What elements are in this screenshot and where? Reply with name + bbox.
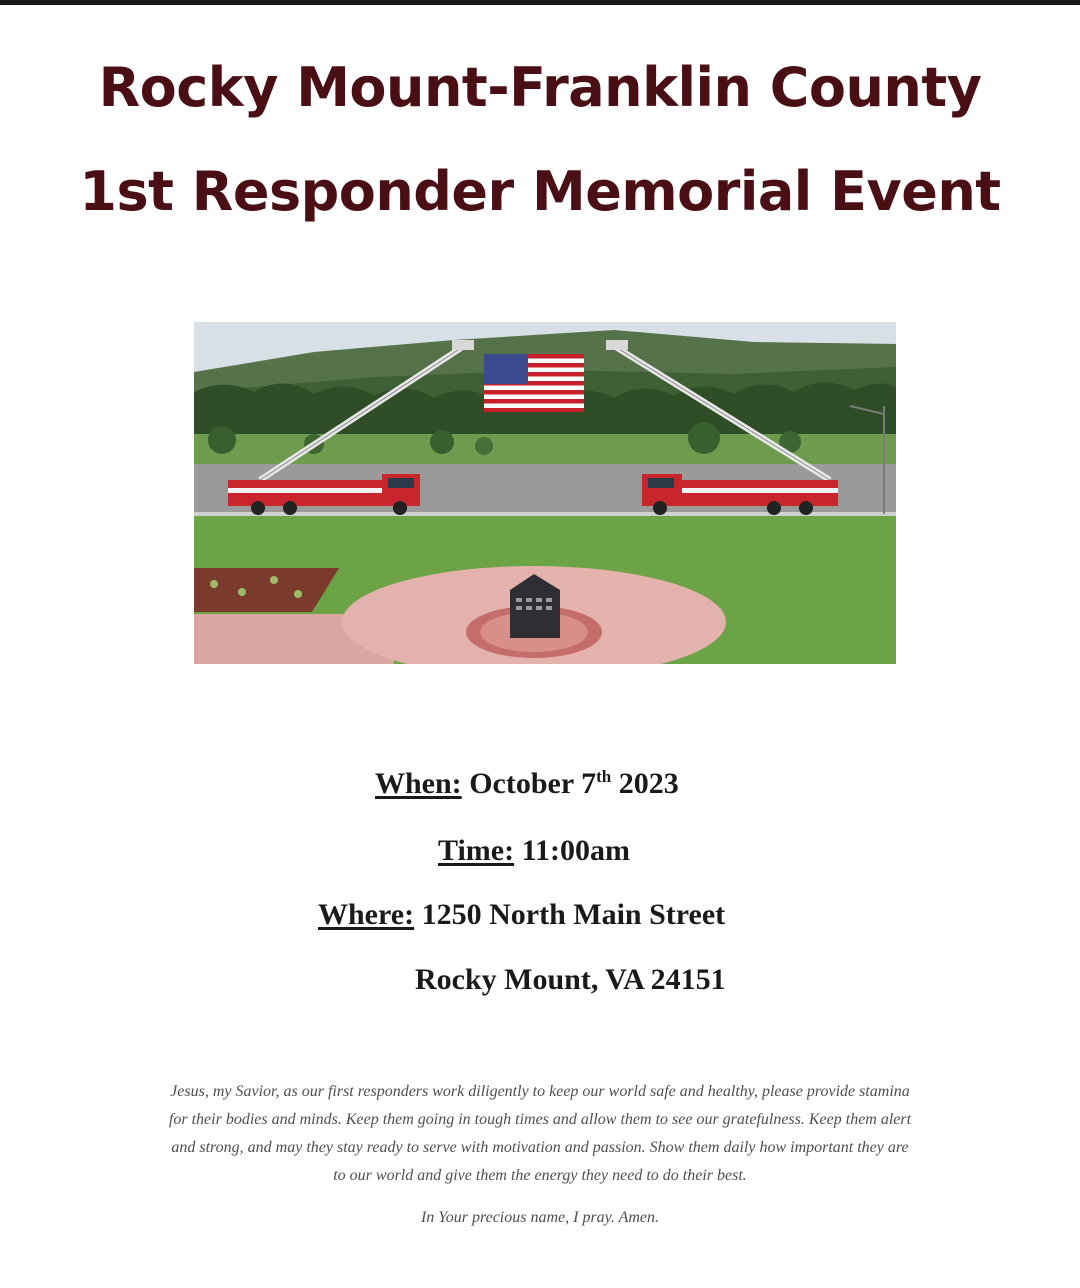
prayer-line: for their bodies and minds. Keep them going in tough times and allow them to see our gratefulness. Keep them alert — [168, 1111, 912, 1128]
time-value: 11:00am — [521, 834, 630, 867]
top-border — [0, 0, 1080, 5]
memorial-photo — [194, 322, 896, 664]
where-label: Where: — [318, 898, 415, 931]
time-label: Time: — [438, 834, 515, 867]
when-label: When: — [375, 767, 462, 800]
prayer-line: Jesus, my Savior, as our first responders work diligently to keep our world safe and healthy, please provide stamina — [170, 1083, 910, 1100]
prayer-text — [54, 1078, 1026, 1190]
event-city: Rocky Mount, VA 24151 — [415, 963, 726, 996]
event-location — [318, 898, 725, 932]
title-line-1: Rocky Mount-Franklin County — [98, 56, 982, 119]
event-date — [375, 767, 679, 801]
where-value: 1250 North Main Street — [421, 898, 726, 931]
title-line-2: 1st Responder Memorial Event — [79, 160, 1001, 223]
prayer-closing: In Your precious name, I pray. Amen. — [420, 1209, 660, 1226]
when-year: 2023 — [618, 767, 679, 800]
event-time — [438, 834, 630, 868]
when-suffix: th — [596, 767, 612, 786]
prayer-line: to our world and give them the energy they need to do their best. — [333, 1167, 747, 1184]
when-value: October 7 — [469, 767, 597, 800]
prayer-line: and strong, and may they stay ready to serve with motivation and passion. Show them daily how important they are — [171, 1139, 909, 1156]
american-flag — [484, 354, 584, 412]
